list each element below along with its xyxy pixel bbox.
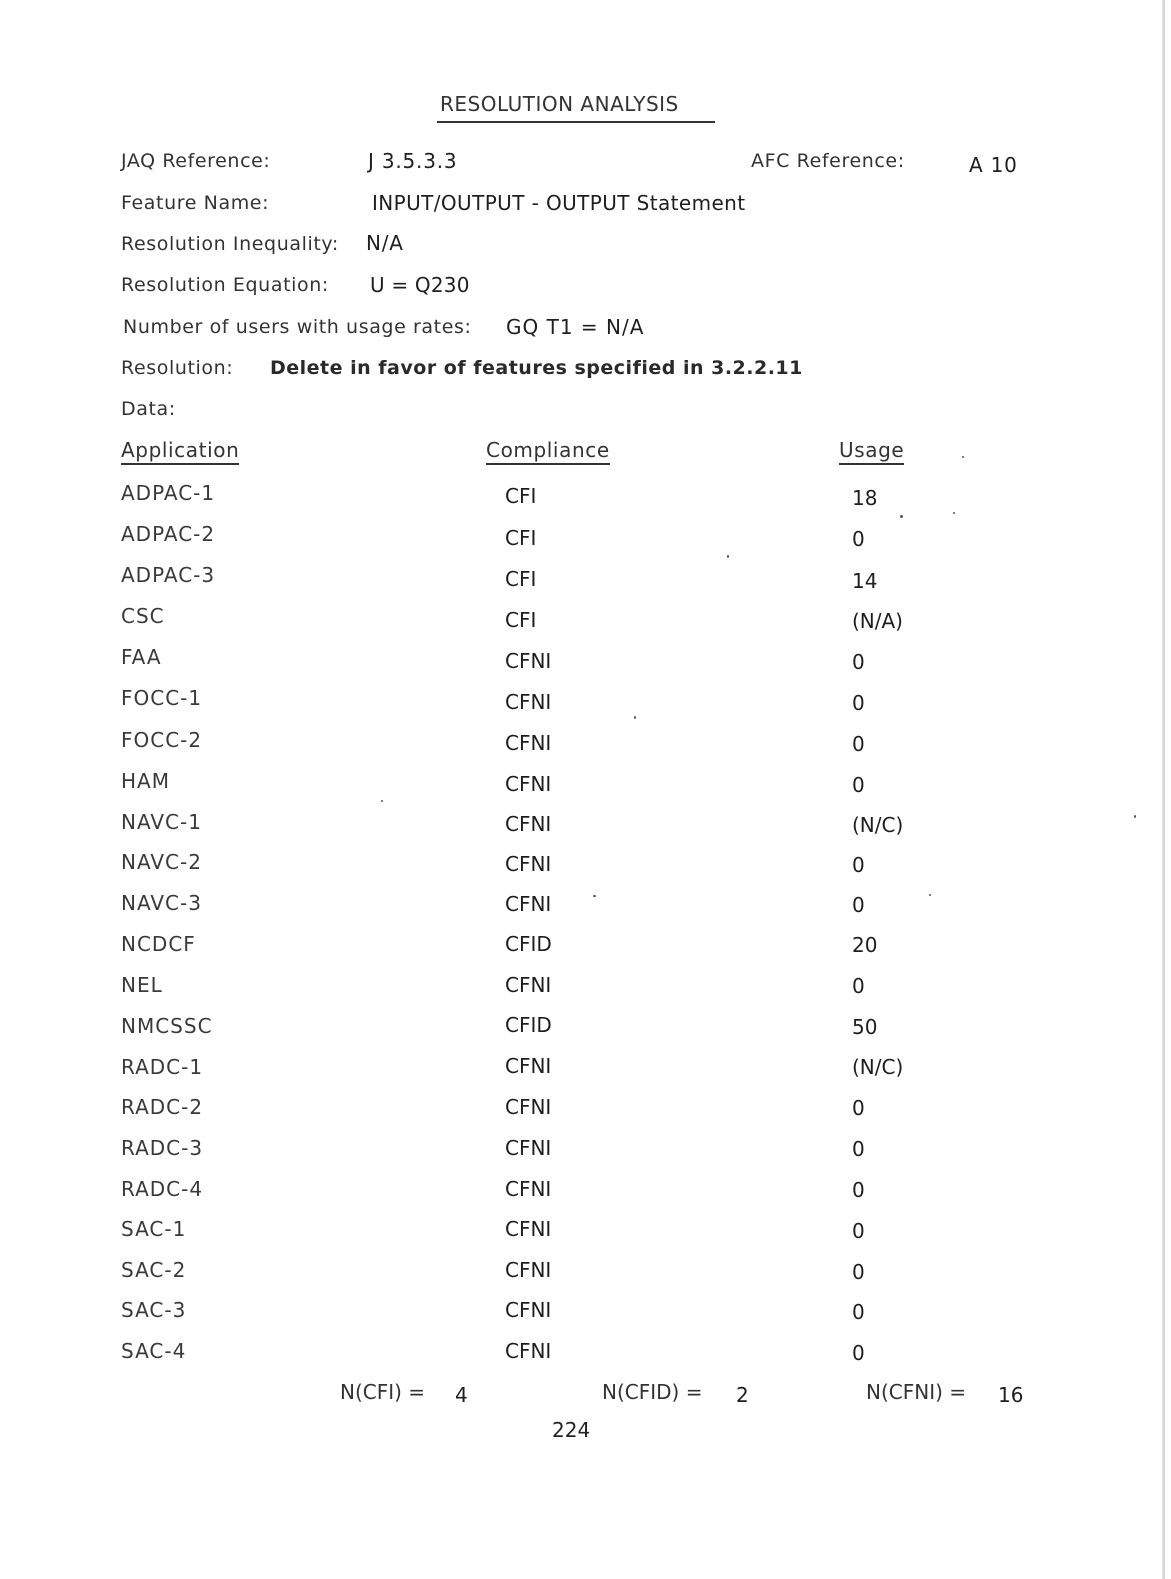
usage-cell: 0 — [852, 1219, 865, 1243]
usage-cell: (N/C) — [852, 813, 904, 837]
compliance-cell: CFNI — [505, 973, 552, 997]
afc-reference-label: AFC Reference: — [751, 150, 905, 172]
usage-cell: 0 — [852, 853, 865, 877]
application-cell: FOCC-1 — [121, 686, 203, 710]
cfid-count-value: 2 — [736, 1383, 749, 1407]
compliance-cell: CFNI — [505, 1217, 552, 1241]
feature-name-value: INPUT/OUTPUT - OUTPUT Statement — [372, 191, 746, 215]
compliance-cell: CFNI — [505, 649, 552, 673]
compliance-cell: CFNI — [505, 1054, 552, 1078]
compliance-cell: CFNI — [505, 772, 552, 796]
users-usage-label: Number of users with usage rates: — [123, 316, 472, 338]
application-cell: NMCSSC — [121, 1014, 213, 1038]
column-header-application: Application — [121, 438, 239, 465]
application-cell: SAC-1 — [121, 1217, 187, 1241]
compliance-cell: CFNI — [505, 1136, 552, 1160]
application-cell: SAC-4 — [121, 1339, 187, 1363]
compliance-cell: CFNI — [505, 852, 552, 876]
scan-speck — [381, 800, 383, 802]
usage-cell: 0 — [852, 527, 865, 551]
compliance-cell: CFNI — [505, 1339, 552, 1363]
usage-cell: 0 — [852, 893, 865, 917]
application-cell: CSC — [121, 604, 165, 628]
application-cell: SAC-3 — [121, 1298, 187, 1322]
scan-speck — [962, 456, 964, 458]
jaq-reference-value: J 3.5.3.3 — [368, 149, 458, 173]
cfid-count-label: N(CFID) = — [602, 1380, 703, 1404]
compliance-cell: CFNI — [505, 731, 552, 755]
feature-name-label: Feature Name: — [121, 192, 270, 214]
usage-cell: (N/A) — [852, 609, 903, 633]
application-cell: RADC-1 — [121, 1055, 204, 1079]
cfni-count-label: N(CFNI) = — [866, 1380, 967, 1404]
compliance-cell: CFNI — [505, 690, 552, 714]
compliance-cell: CFI — [505, 608, 537, 632]
resolution-inequality-value: N/A — [366, 231, 404, 255]
usage-cell: 0 — [852, 650, 865, 674]
usage-cell: 0 — [852, 691, 865, 715]
application-cell: NCDCF — [121, 932, 196, 956]
application-cell: FAA — [121, 645, 162, 669]
data-label: Data: — [121, 398, 176, 420]
resolution-equation-value: U = Q230 — [370, 273, 470, 297]
usage-cell: 0 — [852, 1260, 865, 1284]
usage-cell: 0 — [852, 1178, 865, 1202]
compliance-cell: CFID — [505, 932, 552, 956]
application-cell: NAVC-3 — [121, 891, 202, 915]
cfi-count-value: 4 — [455, 1383, 468, 1407]
usage-cell: (N/C) — [852, 1055, 904, 1079]
usage-cell: 0 — [852, 974, 865, 998]
application-cell: SAC-2 — [121, 1258, 187, 1282]
application-cell: ADPAC-3 — [121, 563, 216, 587]
usage-cell: 0 — [852, 1300, 865, 1324]
compliance-cell: CFNI — [505, 1095, 552, 1119]
application-cell: NEL — [121, 973, 163, 997]
compliance-cell: CFNI — [505, 1177, 552, 1201]
application-cell: RADC-3 — [121, 1136, 204, 1160]
page-title: RESOLUTION ANALYSIS — [440, 92, 679, 116]
cfni-count-value: 16 — [998, 1383, 1024, 1407]
usage-cell: 0 — [852, 773, 865, 797]
usage-cell: 14 — [852, 569, 878, 593]
compliance-cell: CFNI — [505, 892, 552, 916]
jaq-reference-label: JAQ Reference: — [121, 150, 271, 172]
page-number: 224 — [552, 1418, 591, 1442]
usage-cell: 0 — [852, 1096, 865, 1120]
compliance-cell: CFNI — [505, 812, 552, 836]
application-cell: HAM — [121, 769, 170, 793]
compliance-cell: CFNI — [505, 1258, 552, 1282]
application-cell: ADPAC-1 — [121, 481, 216, 505]
column-header-usage: Usage — [839, 438, 904, 465]
application-cell: NAVC-2 — [121, 850, 202, 874]
usage-cell: 18 — [852, 486, 878, 510]
compliance-cell: CFNI — [505, 1298, 552, 1322]
application-cell: NAVC-1 — [121, 810, 202, 834]
compliance-cell: CFI — [505, 484, 537, 508]
scan-speck — [953, 512, 955, 514]
usage-cell: 0 — [852, 1137, 865, 1161]
cfi-count-label: N(CFI) = — [340, 1380, 426, 1404]
scan-speck — [900, 515, 903, 518]
resolution-inequality-label: Resolution Inequality: — [121, 233, 339, 255]
resolution-value: Delete in favor of features specified in 3.2.2.11 — [270, 357, 803, 379]
usage-cell: 50 — [852, 1015, 878, 1039]
scan-speck — [634, 716, 636, 719]
scan-speck — [593, 895, 596, 897]
compliance-cell: CFID — [505, 1013, 552, 1037]
usage-cell: 20 — [852, 933, 878, 957]
resolution-label: Resolution: — [121, 357, 234, 379]
application-cell: FOCC-2 — [121, 728, 203, 752]
page-edge — [1162, 0, 1165, 1579]
compliance-cell: CFI — [505, 567, 537, 591]
scan-speck — [1134, 815, 1136, 818]
usage-cell: 0 — [852, 732, 865, 756]
application-cell: ADPAC-2 — [121, 522, 216, 546]
scan-speck — [727, 555, 729, 558]
usage-cell: 0 — [852, 1341, 865, 1365]
resolution-equation-label: Resolution Equation: — [121, 274, 329, 296]
title-underline — [437, 121, 715, 123]
users-usage-value: GQ T1 = N/A — [506, 315, 645, 339]
column-header-compliance: Compliance — [486, 438, 610, 465]
compliance-cell: CFI — [505, 526, 537, 550]
scan-speck — [929, 894, 931, 896]
application-cell: RADC-4 — [121, 1177, 204, 1201]
application-cell: RADC-2 — [121, 1095, 204, 1119]
afc-reference-value: A 10 — [969, 153, 1018, 177]
